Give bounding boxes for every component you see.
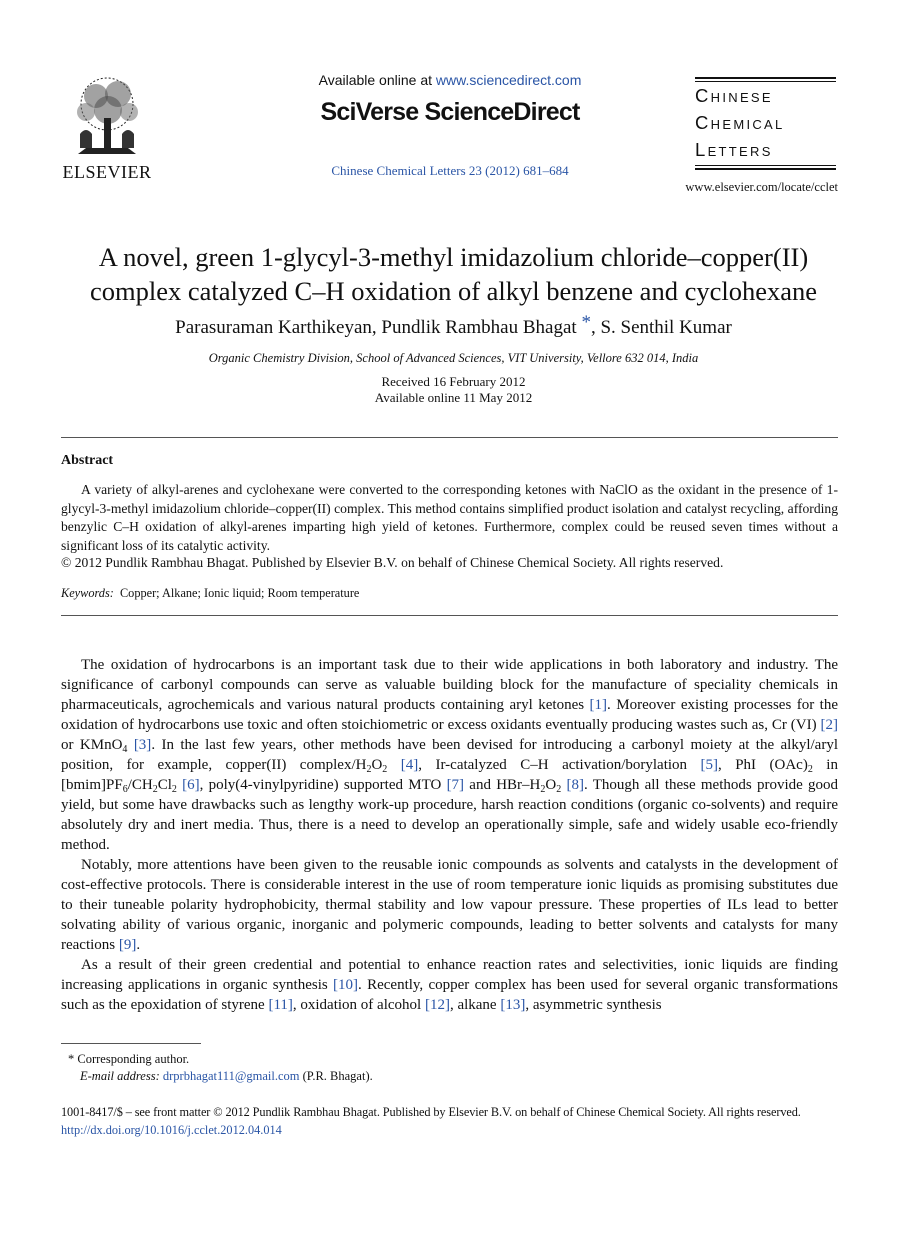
article-body — [61, 655, 838, 1015]
citation-link[interactable]: [13] — [500, 997, 526, 1013]
footnote-divider — [61, 1043, 201, 1044]
citation-link[interactable]: [9] — [118, 937, 137, 953]
citation-link[interactable]: [7] — [446, 777, 465, 793]
text-run: Notably, more attentions have been given to the reusable ionic compounds as solvents and catalysts in the development of cost-effective protocols. There is considerable interest in the use of room temperature ionic liquids as promising substitutes due to their tuneable polarity hydrophobicity, thermal stability and low vapour pressure. These properties of ILs lead to better solvating ability of various organic, inorganic and polymeric compounds, leading to better solvents and catalysts for many reactions — [61, 857, 838, 953]
citation-link[interactable]: [8] — [566, 777, 584, 793]
keywords-label: Keywords: — [61, 586, 114, 600]
article-title — [40, 240, 867, 308]
text-run: , alkane — [449, 997, 501, 1013]
journal-url[interactable]: www.elsevier.com/locate/cclet — [685, 180, 838, 194]
divider — [695, 77, 836, 79]
doi-link[interactable]: http://dx.doi.org/10.1016/j.cclet.2012.04.014 — [61, 1123, 282, 1137]
sciencedirect-link[interactable]: www.sciencedirect.com — [435, 72, 582, 88]
corresponding-author-note: * Corresponding author. — [68, 1052, 190, 1066]
elsevier-logo — [60, 74, 154, 184]
subscript: 2 — [171, 784, 177, 795]
text-run: Cl — [157, 777, 172, 793]
authors-last: , S. Senthil Kumar — [590, 317, 732, 338]
text-run: The oxidation of hydrocarbons is an important task due to their wide applications in both laboratory and industry. The significance of carbonyl compounds can serve as valuable building block for the manufacture of speciality chemicals in pharmaceuticals, agrochemicals and various natural products containing aryl ketones — [61, 657, 838, 713]
text-run: . Though all these methods provide good yield, but some have drawbacks such as lengthy work-up procedure, harsh reaction conditions (organic co-solvents) and require absolutely dry and inert media. Thus, there is a need to develop an operationally simple, safe and widely usable eco-friendly method. — [61, 777, 839, 853]
text-run: in [bmim]PF — [61, 757, 838, 793]
abstract-text: A variety of alkyl-arenes and cyclohexane were converted to the corresponding ketones with NaClO as the oxidant in the presence of 1-glycyl-3-methyl imidazolium chloride–copper(II) complex. This method contains simplified product isolation and catalyst recycling, affording benzylic C–H oxidation of alkyl-arenes imparting high yield of ketones. Furthermore, complex could be reused seven times without a significant loss of its catalytic activity. — [61, 482, 838, 553]
keywords — [61, 586, 838, 601]
text-run: , poly(4-vinylpyridine) supported MTO — [199, 777, 447, 793]
text-run: /CH — [127, 777, 153, 793]
citation-link[interactable]: [10] — [333, 977, 359, 993]
text-run: O — [545, 777, 557, 793]
text-run: . Moreover existing processes for the oxidation of hydrocarbons use toxic and often stoichiometric or excess oxidants eventually producing wastes such as, Cr (VI) — [61, 697, 839, 733]
online-date: Available online 11 May 2012 — [374, 390, 533, 405]
subscript: 2 — [807, 764, 813, 775]
elsevier-tree-icon — [66, 74, 148, 160]
journal-name-line: Chemical — [695, 112, 785, 133]
citation-link[interactable]: [4] — [400, 757, 419, 773]
text-run — [387, 757, 400, 773]
text-run: , asymmetric synthesis — [525, 997, 662, 1013]
email-suffix: (P.R. Bhagat). — [299, 1069, 373, 1083]
citation-link[interactable]: [2] — [820, 717, 838, 733]
journal-citation-link[interactable]: Chinese Chemical Letters 23 (2012) 681–684 — [331, 163, 569, 178]
available-prefix: Available online at — [318, 72, 436, 88]
subscript: 4 — [122, 744, 128, 755]
divider — [61, 437, 838, 438]
text-run: , oxidation of alcohol — [292, 997, 425, 1013]
text-run: . In the last few years, other methods have been devised for introducing a carbonyl moiety at the alkyl/aryl position, for example, copper(II) complex/H — [61, 737, 838, 773]
subscript: 2 — [382, 764, 388, 775]
email-link[interactable]: drprbhagat111@gmail.com — [162, 1069, 300, 1083]
email-note — [80, 1069, 373, 1084]
divider — [695, 165, 836, 166]
citation-link[interactable]: [1] — [589, 697, 608, 713]
body-paragraph — [61, 655, 838, 855]
keywords-list: Copper; Alkane; Ionic liquid; Room temperature — [119, 586, 360, 600]
title-line: A novel, green 1-glycyl-3-methyl imidazolium chloride–copper(II) — [98, 242, 809, 272]
text-run: . Recently, copper complex has been used for several organic transformations such as the epoxidation of styrene — [61, 977, 838, 1013]
received-date: Received 16 February 2012 — [381, 374, 526, 389]
authors-first: Parasuraman Karthikeyan, Pundlik Rambhau Bhagat — [175, 317, 577, 338]
front-matter-line: 1001-8417/$ – see front matter © 2012 Pundlik Rambhau Bhagat. Published by Elsevier B.V. on behalf of Chinese Chemical Society. All rights reserved. — [61, 1105, 801, 1119]
text-run: , PhI (OAc) — [718, 757, 808, 773]
title-line: complex catalyzed C–H oxidation of alkyl benzene and cyclohexane — [90, 276, 817, 306]
author-list — [40, 312, 867, 339]
subscript: 2 — [152, 784, 158, 795]
subscript: 2 — [556, 784, 562, 795]
body-paragraph — [61, 955, 838, 1015]
divider — [695, 168, 836, 170]
subscript: 2 — [540, 784, 546, 795]
text-run: , Ir-catalyzed C–H activation/borylation — [418, 757, 701, 773]
platform-name: SciVerse ScienceDirect — [320, 98, 580, 126]
journal-name-block — [695, 77, 836, 170]
text-run: As a result of their green credential and potential to enhance reaction rates and selectivities, ionic liquids are finding increasing applications in organic synthesis — [61, 957, 838, 993]
journal-name-line: Chinese — [695, 85, 773, 106]
publisher-name: ELSEVIER — [62, 162, 152, 182]
citation-link[interactable]: [12] — [424, 997, 450, 1013]
affiliation: Organic Chemistry Division, School of Advanced Sciences, VIT University, Vellore 632 014, India — [208, 351, 699, 365]
journal-name-line: Letters — [695, 139, 773, 160]
text-run: . — [136, 937, 141, 953]
subscript: 2 — [366, 764, 372, 775]
subscript: 6 — [122, 784, 128, 795]
citation-link[interactable]: [5] — [700, 757, 718, 773]
email-label: E-mail address: — [80, 1069, 160, 1083]
citation-link[interactable]: [6] — [182, 777, 200, 793]
text-run: and HBr–H — [464, 777, 541, 793]
citation-link[interactable]: [3] — [133, 737, 152, 753]
divider — [61, 615, 838, 616]
available-online-line — [250, 72, 650, 88]
citation-link[interactable]: [11] — [268, 997, 293, 1013]
text-run: O — [371, 757, 383, 773]
abstract-heading: Abstract — [61, 453, 114, 468]
abstract-copyright: © 2012 Pundlik Rambhau Bhagat. Published by Elsevier B.V. on behalf of Chinese Chemical Society. All rights reserved. — [61, 555, 724, 570]
corresponding-author-link[interactable]: * — [581, 312, 591, 333]
body-paragraph — [61, 855, 838, 955]
text-run: or KMnO — [61, 737, 123, 753]
